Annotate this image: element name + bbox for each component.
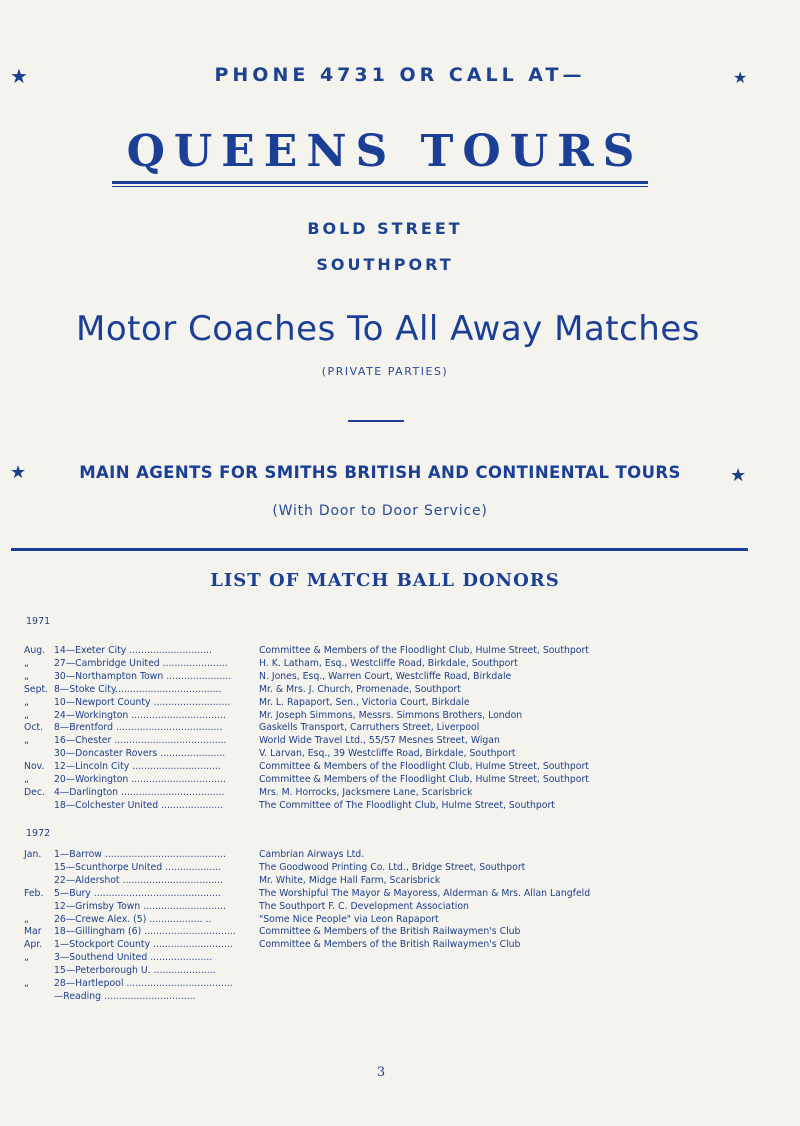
row-match: 15—Peterborough U. .....................: [54, 965, 216, 977]
star-icon-top-left: ★: [10, 64, 28, 88]
row-month: Aug.: [24, 645, 46, 656]
headline: Motor Coaches To All Away Matches: [75, 309, 700, 349]
row-month: „: [24, 913, 29, 925]
row-match: 22—Aldershot ..................................: [54, 874, 224, 886]
donor-row: [20, 887, 740, 901]
row-match: —Reading ...............................: [54, 990, 196, 1002]
row-month: Feb.: [24, 887, 44, 899]
row-match: 27—Cambridge United ......................: [54, 657, 228, 669]
row-donor: The Worshipful The Mayor & Mayoress, Alderman & Mrs. Allan Langfeld: [259, 887, 591, 899]
row-match: 26—Crewe Alex. (5) .................. ..: [54, 913, 212, 925]
row-donor: Mr. Joseph Simmons, Messrs. Simmons Brothers, London: [259, 709, 523, 721]
row-month: „: [24, 696, 29, 708]
donor-row: [20, 874, 740, 888]
row-match: 18—Colchester United .....................: [54, 799, 224, 811]
row-month: „: [24, 709, 29, 721]
row-match: 4—Darlington ...................................: [54, 786, 225, 798]
row-match: 5—Bury ...........................................: [54, 887, 221, 899]
row-month: Oct.: [24, 722, 44, 734]
short-divider: [348, 420, 404, 422]
donor-row: [20, 799, 740, 813]
row-donor: H. K. Latham, Esq., Westcliffe Road, Birkdale, Southport: [259, 657, 518, 669]
row-month: Nov.: [24, 761, 45, 773]
brand-title: QUEENS TOURS: [126, 126, 644, 177]
donor-row: [20, 977, 740, 991]
row-donor: Mrs. M. Horrocks, Jacksmere Lane, Scarisbrick: [259, 786, 473, 798]
donor-row: [20, 951, 740, 965]
row-donor: V. Larvan, Esq., 39 Westcliffe Road, Birkdale, Southport: [259, 748, 516, 760]
donor-row: [20, 913, 740, 927]
row-month: „: [24, 735, 29, 747]
row-donor: Gaskells Transport, Carruthers Street, Liverpool: [259, 722, 480, 734]
row-donor: "Some Nice People" via Leon Rapaport: [259, 913, 439, 925]
donor-row: [20, 734, 740, 748]
year-heading-1972: 1972: [26, 828, 51, 839]
row-month: „: [24, 978, 29, 989]
row-donor: Committee & Members of the Floodlight Club, Hulme Street, Southport: [259, 774, 589, 785]
row-match: 12—Lincoln City ..............................: [54, 761, 221, 773]
donor-row: [20, 683, 740, 697]
row-match: 1—Barrow .........................................: [54, 849, 226, 860]
star-icon-agents-right: ★: [730, 465, 747, 486]
row-match: 20—Workington ................................: [54, 774, 226, 785]
page-number: 3: [376, 1065, 386, 1080]
row-month: „: [24, 670, 29, 682]
row-donor: World Wide Travel Ltd., 55/57 Mesnes Street, Wigan: [259, 735, 500, 747]
donor-row: [20, 900, 740, 914]
section-divider: [11, 548, 748, 551]
row-donor: Mr. & Mrs. J. Church, Promenade, Southport: [259, 683, 461, 695]
row-match: 8—Brentford ....................................: [54, 722, 223, 734]
donor-row: [20, 721, 740, 735]
row-month: „: [24, 952, 29, 964]
donor-row: [20, 861, 740, 875]
brand-underline-thin: [112, 186, 648, 187]
row-donor: The Committee of The Floodlight Club, Hulme Street, Southport: [259, 799, 555, 811]
row-donor: Cambrian Airways Ltd.: [259, 849, 365, 860]
row-match: 24—Workington ................................: [54, 709, 226, 721]
phone-line: PHONE 4731 OR CALL AT—: [214, 64, 586, 86]
row-month: Mar: [24, 926, 42, 938]
donor-row: [20, 670, 740, 684]
row-donor: Mr. L. Rapaport, Sen., Victoria Court, Birkdale: [259, 696, 470, 708]
donor-row: [20, 747, 740, 761]
row-match: 16—Chester ......................................: [54, 735, 227, 747]
row-match: 18—Gillingham (6) ...............................: [54, 926, 236, 938]
donor-row: [20, 773, 740, 787]
row-match: 14—Exeter City ............................: [54, 645, 213, 656]
row-match: 10—Newport County ..........................: [54, 696, 231, 708]
private-parties-note: (PRIVATE PARTIES): [321, 365, 449, 378]
row-month: „: [24, 657, 29, 669]
row-match: 12—Grimsby Town ............................: [54, 900, 226, 912]
row-donor: Committee & Members of the British Railwaymen's Club: [259, 926, 521, 938]
donor-row: [20, 925, 740, 939]
donor-row: [20, 696, 740, 710]
row-match: 3—Southend United .....................: [54, 952, 213, 964]
row-month: „: [24, 774, 29, 785]
brand-underline: [112, 181, 648, 184]
row-month: Sept.: [24, 683, 49, 695]
donor-row: [20, 760, 740, 774]
row-donor: Mr. White, Midge Hall Farm, Scarisbrick: [259, 874, 441, 886]
street-address: BOLD STREET: [307, 219, 463, 238]
donor-row: [20, 938, 740, 952]
year-heading-1971: 1971: [26, 616, 51, 627]
row-match: 1—Stockport County ...........................: [54, 939, 233, 951]
row-donor: N. Jones, Esq., Warren Court, Westcliffe Road, Birkdale: [259, 670, 512, 682]
row-match: 28—Hartlepool ....................................: [54, 978, 233, 989]
donor-row: [20, 644, 740, 658]
donor-row: [20, 848, 740, 862]
town-address: SOUTHPORT: [316, 255, 454, 274]
row-month: Jan.: [24, 849, 42, 860]
row-donor: The Southport F. C. Development Association: [259, 900, 469, 912]
row-donor: The Goodwood Printing Co. Ltd., Bridge Street, Southport: [259, 861, 526, 873]
row-match: 8—Stoke City....................................: [54, 683, 222, 695]
row-match: 30—Doncaster Rovers ......................: [54, 748, 226, 760]
star-icon-agents-left: ★: [10, 462, 27, 483]
row-month: Dec.: [24, 786, 45, 798]
row-donor: Committee & Members of the Floodlight Club, Hulme Street, Southport: [259, 761, 589, 773]
row-month: Apr.: [24, 939, 43, 951]
star-icon-top-right: ★: [733, 68, 748, 87]
donor-row: [20, 964, 740, 978]
row-donor: Committee & Members of the British Railwaymen's Club: [259, 939, 521, 951]
donor-row: [20, 709, 740, 723]
donor-row: [20, 657, 740, 671]
donor-row: [20, 990, 740, 1004]
donor-row: [20, 786, 740, 800]
door-service-note: (With Door to Door Service): [272, 503, 488, 519]
row-match: 30—Northampton Town ......................: [54, 670, 232, 682]
agents-line: MAIN AGENTS FOR SMITHS BRITISH AND CONTINENTAL TOURS: [79, 463, 681, 482]
row-donor: Committee & Members of the Floodlight Club, Hulme Street, Southport: [259, 645, 589, 656]
donor-list-title: LIST OF MATCH BALL DONORS: [210, 570, 560, 591]
row-match: 15—Scunthorpe United ...................: [54, 861, 222, 873]
